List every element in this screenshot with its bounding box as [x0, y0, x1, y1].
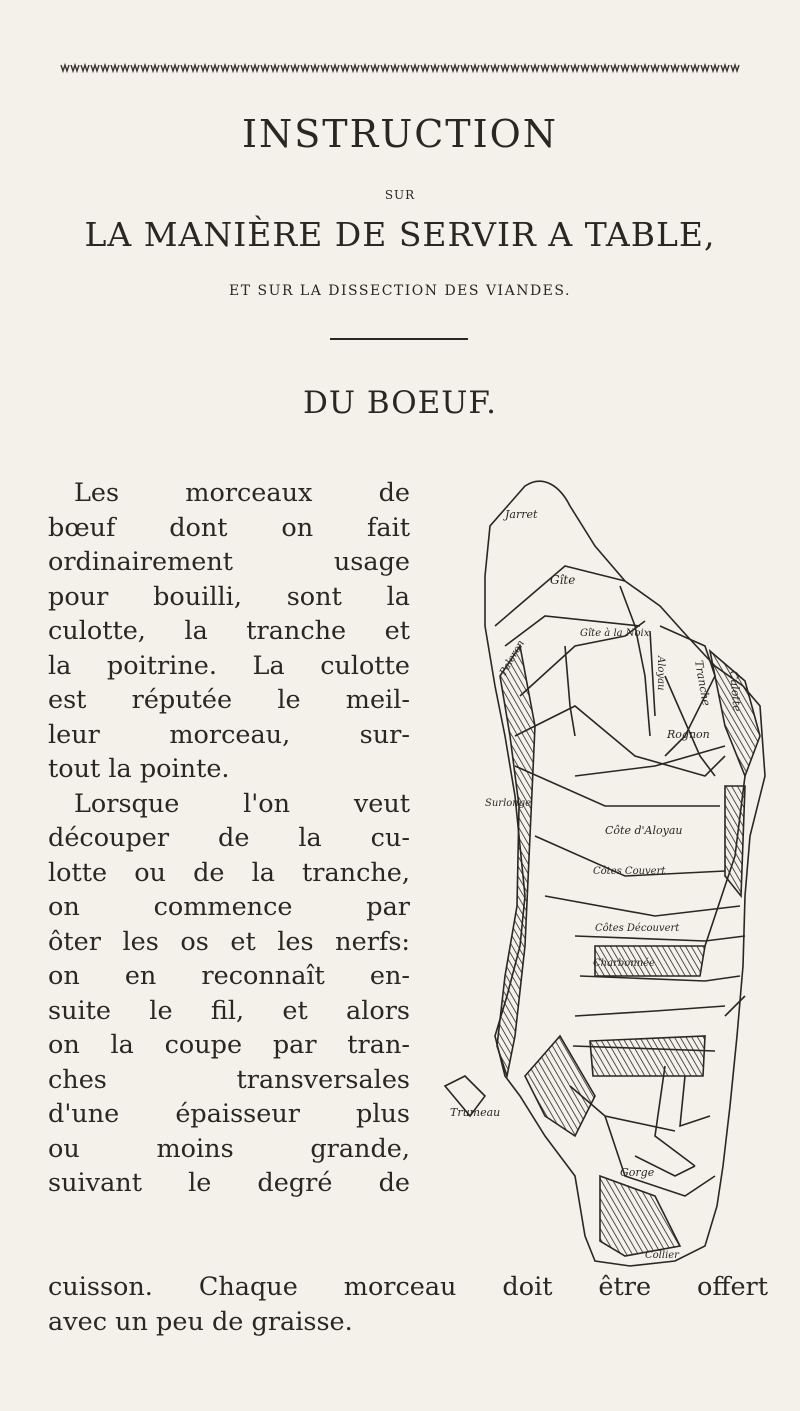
label-cote-aloyau: Côte d'Aloyau	[605, 824, 683, 837]
text-line: ordinairement usage	[48, 547, 410, 577]
divider-rule	[330, 338, 468, 340]
text-line: ou moins grande,	[48, 1133, 410, 1164]
label-gite-noix: Gîte à la Noix	[580, 628, 650, 639]
text-line: on en reconnaît en-	[48, 961, 410, 991]
section-heading: DU BOEUF.	[303, 385, 497, 421]
text-line: lotte ou de la tranche,	[48, 857, 410, 888]
page-subtitle-secondary: ET SUR LA DISSECTION DES VIANDES.	[229, 283, 571, 299]
page-subtitle: LA MANIÈRE DE SERVIR A TABLE,	[84, 215, 716, 254]
sur-label: SUR	[384, 188, 416, 202]
label-trumeau: Trumeau	[450, 1106, 501, 1119]
label-charbonnee: Charbonnée	[593, 958, 655, 969]
label-aloyau: Aloyau	[655, 656, 666, 691]
text-line: ches transversales	[48, 1064, 410, 1095]
text-line: découper de la cu-	[48, 823, 410, 853]
text-line: ôter les os et les nerfs:	[48, 926, 410, 957]
beef-cuts-illustration	[425, 476, 770, 1271]
label-rognon: Rognon	[667, 728, 710, 741]
text-line: tout la pointe.	[48, 754, 230, 784]
text-line: on commence par	[48, 892, 410, 922]
label-surlonge: Surlonge	[485, 798, 532, 809]
label-paleron: Paleron	[498, 638, 527, 678]
text-line: suivant le degré de	[48, 1168, 410, 1198]
text-line: la poitrine. La culotte	[48, 650, 410, 681]
text-line: suite le fil, et alors	[48, 995, 410, 1026]
text-line: leur morceau, sur-	[48, 719, 410, 750]
text-line: pour bouilli, sont la	[48, 581, 410, 612]
decorative-border	[60, 62, 740, 74]
label-tranche: Tranche	[692, 659, 713, 707]
label-cotes-couvert: Côtes Couvert	[593, 866, 666, 877]
label-gite: Gîte	[550, 573, 576, 587]
text-line-full: avec un peu de graisse.	[48, 1307, 353, 1337]
text-line: on la coupe par tran-	[48, 1030, 410, 1060]
text-line: bœuf dont on fait	[48, 512, 410, 543]
page-title: INSTRUCTION	[241, 112, 559, 156]
text-line: d'une épaisseur plus	[48, 1099, 410, 1129]
text-line-full: cuisson. Chaque morceau doit être offert	[48, 1272, 768, 1302]
text-line: est réputée le meil-	[48, 685, 410, 715]
text-line: Lorsque l'on veut	[74, 788, 410, 819]
text-line: culotte, la tranche et	[48, 616, 410, 646]
label-collier: Collier	[645, 1250, 679, 1261]
label-gorge: Gorge	[620, 1166, 655, 1179]
text-line: Les morceaux de	[74, 478, 410, 508]
label-culotte: Culotte	[727, 670, 744, 713]
label-jarret: Jarret	[505, 508, 538, 521]
label-cotes-decouvert: Côtes Découvert	[595, 923, 680, 934]
body-paragraph	[48, 476, 410, 1201]
